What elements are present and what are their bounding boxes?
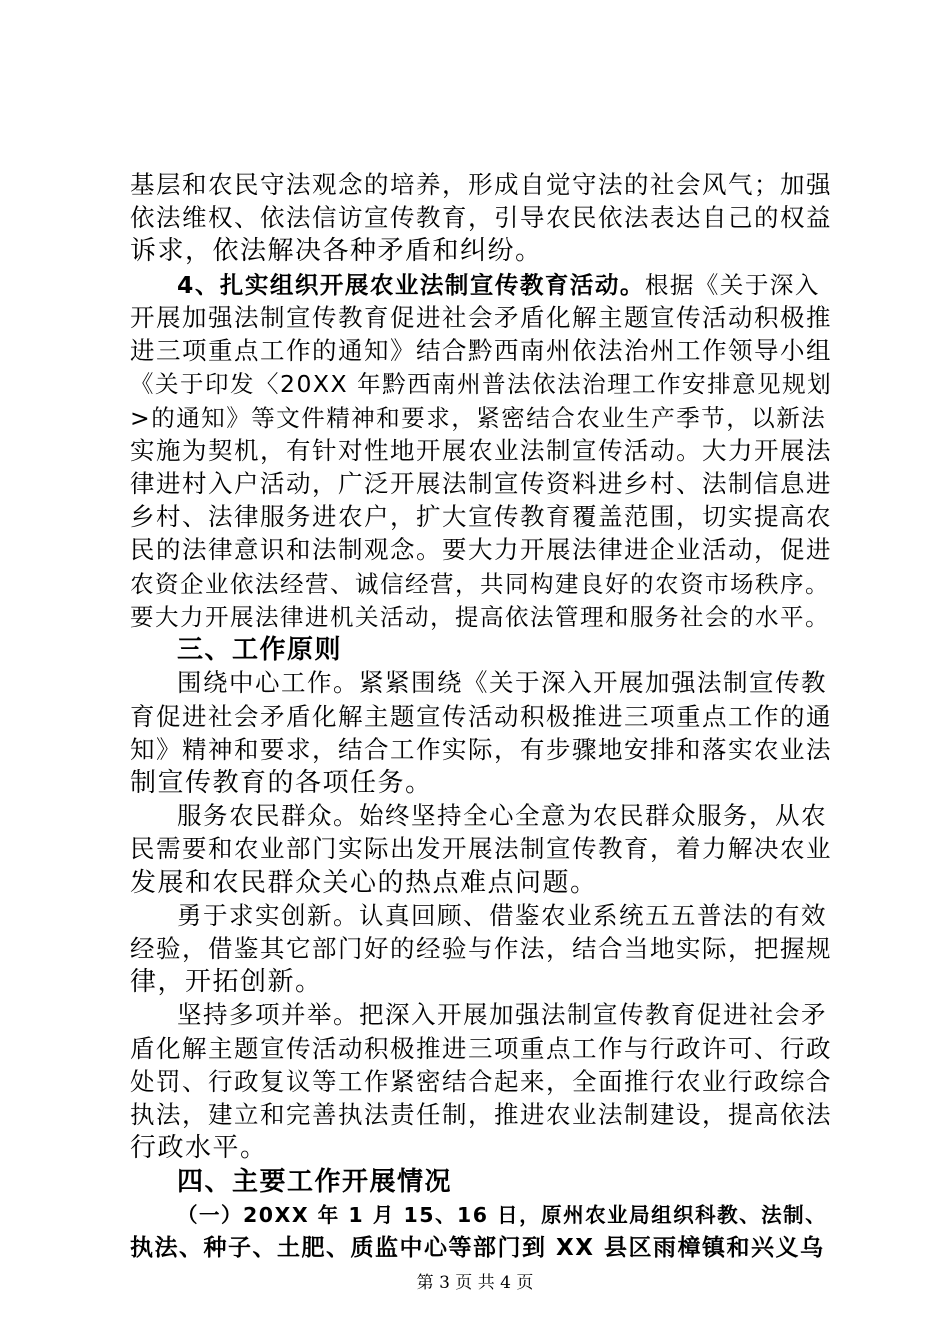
- paragraph-line: 民的法律意识和法制观念。要大力开展法律进企业活动，促进: [130, 535, 832, 564]
- paragraph-text: 根据《关于深入: [644, 271, 820, 299]
- paragraph-line: （一）20XX 年 1 月 15、16 日，原州农业局组织科教、法制、: [177, 1203, 828, 1227]
- paragraph-line: 制宣传教育的各项任务。: [130, 768, 433, 798]
- subsection-heading: 4、扎实组织开展农业法制宣传教育活动。: [177, 271, 645, 299]
- paragraph-line: 服务农民群众。始终坚持全心全意为农民群众服务，从农: [177, 801, 827, 830]
- paragraph-line: 农资企业依法经营、诚信经营，共同构建良好的农资市场秩序。: [130, 570, 830, 598]
- paragraph-line: 民需要和农业部门实际出发开展法制宣传教育，着力解决农业: [130, 834, 832, 863]
- page-footer: 第 3 页 共 4 页: [416, 1273, 534, 1293]
- paragraph-line: 《关于印发〈20XX 年黔西南州普法依法治理工作安排意见规划: [130, 370, 833, 398]
- paragraph-line: 进三项重点工作的通知》结合黔西南州依法治州工作领导小组: [130, 336, 832, 365]
- paragraph-line: 知》精神和要求，结合工作实际，有步骤地安排和落实农业法: [130, 735, 832, 764]
- paragraph-line: 坚持多项并举。把深入开展加强法制宣传教育促进社会矛: [177, 1000, 827, 1029]
- section-heading: 三、工作原则: [177, 635, 343, 665]
- paragraph-line: [177, 268, 830, 302]
- paragraph-line: 围绕中心工作。紧紧围绕《关于深入开展加强法制宣传教: [177, 668, 827, 697]
- paragraph-line: 实施为契机，有针对性地开展农业法制宣传活动。大力开展法: [130, 436, 832, 465]
- section-heading: 四、主要工作开展情况: [177, 1167, 453, 1197]
- paragraph-line: 执法，建立和完善执法责任制，推进农业法制建设，提高依法: [130, 1100, 832, 1129]
- paragraph-line: 育促进社会矛盾化解主题宣传活动积极推进三项重点工作的通: [130, 702, 832, 731]
- paragraph-line: 行政水平。: [130, 1133, 268, 1163]
- paragraph-line: 开展加强法制宣传教育促进社会矛盾化解主题宣传活动积极推: [130, 303, 832, 332]
- paragraph-line: 律，开拓创新。: [130, 967, 323, 997]
- paragraph-line: 诉求，依法解决各种矛盾和纠纷。: [130, 236, 543, 266]
- paragraph-line: 要大力开展法律进机关活动，提高依法管理和服务社会的水平。: [130, 603, 830, 631]
- paragraph-line: 律进村入户活动，广泛开展法制宣传资料进乡村、法制信息进: [130, 469, 832, 498]
- paragraph-line: >的通知》等文件精神和要求，紧密结合农业生产季节，以新法: [130, 404, 827, 432]
- paragraph-line: 经验，借鉴其它部门好的经验与作法，结合当地实际，把握规: [130, 934, 832, 963]
- paragraph-line: 处罚、行政复议等工作紧密结合起来，全面推行农业行政综合: [130, 1067, 832, 1096]
- paragraph-line: 勇于求实创新。认真回顾、借鉴农业系统五五普法的有效: [177, 901, 827, 930]
- paragraph-line: 盾化解主题宣传活动积极推进三项重点工作与行政许可、行政: [130, 1034, 832, 1063]
- paragraph-line: 发展和农民群众关心的热点难点问题。: [130, 868, 598, 898]
- paragraph-line: 乡村、法律服务进农户，扩大宣传教育覆盖范围，切实提高农: [130, 502, 832, 531]
- paragraph-line: 依法维权、依法信访宣传教育，引导农民依法表达自己的权益: [130, 203, 832, 232]
- paragraph-line: 执法、种子、土肥、质监中心等部门到 XX 县区雨樟镇和兴义乌: [130, 1235, 825, 1261]
- paragraph-line: 基层和农民守法观念的培养，形成自觉守法的社会风气；加强: [130, 170, 832, 199]
